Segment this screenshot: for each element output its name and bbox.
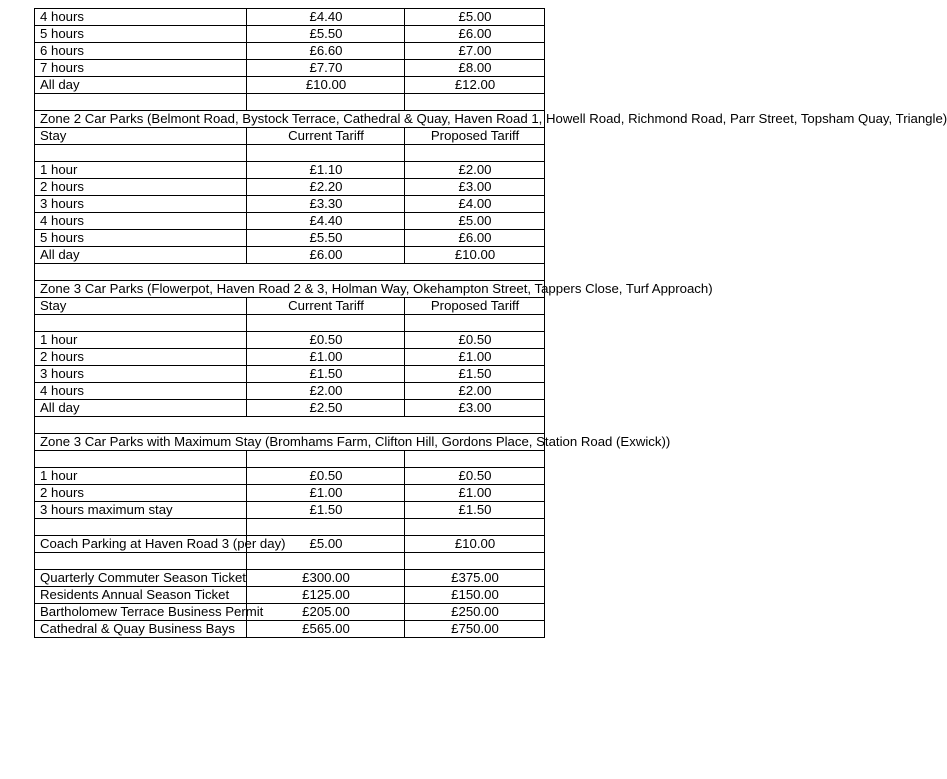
current-tariff-cell: £1.50 <box>247 366 405 383</box>
current-tariff-cell: £0.50 <box>247 468 405 485</box>
table-row <box>35 570 545 587</box>
table-row <box>35 536 545 553</box>
table-row <box>35 162 545 179</box>
proposed-tariff-cell: £7.00 <box>405 43 545 60</box>
proposed-tariff-cell: £10.00 <box>405 247 545 264</box>
stay-cell: 5 hours <box>35 230 247 247</box>
stay-cell: 7 hours <box>35 60 247 77</box>
spacer-row <box>35 145 545 162</box>
proposed-tariff-cell: £3.00 <box>405 400 545 417</box>
spacer-row <box>35 94 545 111</box>
stay-cell: 6 hours <box>35 43 247 60</box>
table-row <box>35 230 545 247</box>
table-row <box>35 43 545 60</box>
table-row <box>35 400 545 417</box>
proposed-tariff-cell: £0.50 <box>405 332 545 349</box>
tariff-table <box>34 8 947 638</box>
current-tariff-cell: £10.00 <box>247 77 405 94</box>
zone-heading-row <box>35 281 545 298</box>
table-row <box>35 587 545 604</box>
proposed-tariff-cell: £375.00 <box>405 570 545 587</box>
permit-label: Quarterly Commuter Season Ticket <box>35 570 247 587</box>
current-tariff-cell: £7.70 <box>247 60 405 77</box>
current-tariff-header: Current Tariff <box>247 128 405 145</box>
current-tariff-cell: £5.50 <box>247 230 405 247</box>
proposed-tariff-cell: £750.00 <box>405 621 545 638</box>
table-row <box>35 9 545 26</box>
spacer-row <box>35 519 545 536</box>
proposed-tariff-cell: £1.50 <box>405 502 545 519</box>
proposed-tariff-cell: £10.00 <box>405 536 545 553</box>
permit-label: Cathedral & Quay Business Bays <box>35 621 247 638</box>
table-row <box>35 332 545 349</box>
table-row <box>35 468 545 485</box>
stay-header: Stay <box>35 128 247 145</box>
spacer-row <box>35 451 545 468</box>
current-tariff-cell: £3.30 <box>247 196 405 213</box>
current-tariff-cell: £565.00 <box>247 621 405 638</box>
stay-cell: 3 hours <box>35 366 247 383</box>
zone-2-title: Zone 2 Car Parks (Belmont Road, Bystock Terrace, Cathedral & Quay, Haven Road 1, Howell Road, Richmond Road, Parr Street, Topsham Quay, Triangle) <box>35 111 545 128</box>
proposed-tariff-cell: £6.00 <box>405 26 545 43</box>
proposed-tariff-cell: £250.00 <box>405 604 545 621</box>
proposed-tariff-cell: £2.00 <box>405 383 545 400</box>
stay-cell: 3 hours <box>35 196 247 213</box>
stay-cell: 2 hours <box>35 349 247 366</box>
table-row <box>35 366 545 383</box>
zone-3-max-title: Zone 3 Car Parks with Maximum Stay (Bromhams Farm, Clifton Hill, Gordons Place, Station Road (Exwick)) <box>35 434 545 451</box>
table-row <box>35 485 545 502</box>
spacer-row <box>35 553 545 570</box>
proposed-tariff-header: Proposed Tariff <box>405 298 545 315</box>
stay-cell: 1 hour <box>35 332 247 349</box>
current-tariff-cell: £1.00 <box>247 349 405 366</box>
permit-label: Residents Annual Season Ticket <box>35 587 247 604</box>
table-row <box>35 247 545 264</box>
coach-parking-label: Coach Parking at Haven Road 3 (per day) <box>35 536 247 553</box>
proposed-tariff-cell: £4.00 <box>405 196 545 213</box>
proposed-tariff-cell: £5.00 <box>405 9 545 26</box>
stay-cell: 4 hours <box>35 383 247 400</box>
table-row <box>35 60 545 77</box>
stay-header: Stay <box>35 298 247 315</box>
current-tariff-cell: £0.50 <box>247 332 405 349</box>
stay-cell: 3 hours maximum stay <box>35 502 247 519</box>
column-header-row <box>35 128 545 145</box>
current-tariff-cell: £1.00 <box>247 485 405 502</box>
stay-cell: 2 hours <box>35 179 247 196</box>
table-row <box>35 502 545 519</box>
table-row <box>35 26 545 43</box>
table-row <box>35 213 545 230</box>
proposed-tariff-cell: £12.00 <box>405 77 545 94</box>
stay-cell: 5 hours <box>35 26 247 43</box>
spacer-row <box>35 264 545 281</box>
stay-cell: 2 hours <box>35 485 247 502</box>
table-row <box>35 604 545 621</box>
current-tariff-cell: £1.10 <box>247 162 405 179</box>
proposed-tariff-header: Proposed Tariff <box>405 128 545 145</box>
current-tariff-cell: £5.50 <box>247 26 405 43</box>
stay-cell: 4 hours <box>35 9 247 26</box>
stay-cell: All day <box>35 400 247 417</box>
proposed-tariff-cell: £8.00 <box>405 60 545 77</box>
spacer-row <box>35 315 545 332</box>
column-header-row <box>35 298 545 315</box>
current-tariff-cell: £2.50 <box>247 400 405 417</box>
stay-cell: 1 hour <box>35 162 247 179</box>
current-tariff-cell: £2.20 <box>247 179 405 196</box>
proposed-tariff-cell: £1.00 <box>405 485 545 502</box>
stay-cell: 1 hour <box>35 468 247 485</box>
current-tariff-header: Current Tariff <box>247 298 405 315</box>
permit-label: Bartholomew Terrace Business Permit <box>35 604 247 621</box>
current-tariff-cell: £4.40 <box>247 9 405 26</box>
table-row <box>35 196 545 213</box>
proposed-tariff-cell: £6.00 <box>405 230 545 247</box>
proposed-tariff-cell: £1.00 <box>405 349 545 366</box>
table-row <box>35 179 545 196</box>
zone-heading-row <box>35 434 545 451</box>
table-row <box>35 383 545 400</box>
spacer-row <box>35 417 545 434</box>
proposed-tariff-cell: £1.50 <box>405 366 545 383</box>
zone-3-title: Zone 3 Car Parks (Flowerpot, Haven Road 2 & 3, Holman Way, Okehampton Street, Tappers Close, Turf Approach) <box>35 281 545 298</box>
proposed-tariff-cell: £5.00 <box>405 213 545 230</box>
current-tariff-cell: £6.00 <box>247 247 405 264</box>
current-tariff-cell: £5.00 <box>247 536 405 553</box>
stay-cell: 4 hours <box>35 213 247 230</box>
proposed-tariff-cell: £150.00 <box>405 587 545 604</box>
table-row <box>35 621 545 638</box>
zone-heading-row <box>35 111 545 128</box>
current-tariff-cell: £6.60 <box>247 43 405 60</box>
current-tariff-cell: £1.50 <box>247 502 405 519</box>
proposed-tariff-cell: £3.00 <box>405 179 545 196</box>
current-tariff-cell: £2.00 <box>247 383 405 400</box>
current-tariff-cell: £4.40 <box>247 213 405 230</box>
table-row <box>35 349 545 366</box>
table-row <box>35 77 545 94</box>
proposed-tariff-cell: £2.00 <box>405 162 545 179</box>
current-tariff-cell: £300.00 <box>247 570 405 587</box>
current-tariff-cell: £205.00 <box>247 604 405 621</box>
stay-cell: All day <box>35 247 247 264</box>
stay-cell: All day <box>35 77 247 94</box>
proposed-tariff-cell: £0.50 <box>405 468 545 485</box>
current-tariff-cell: £125.00 <box>247 587 405 604</box>
